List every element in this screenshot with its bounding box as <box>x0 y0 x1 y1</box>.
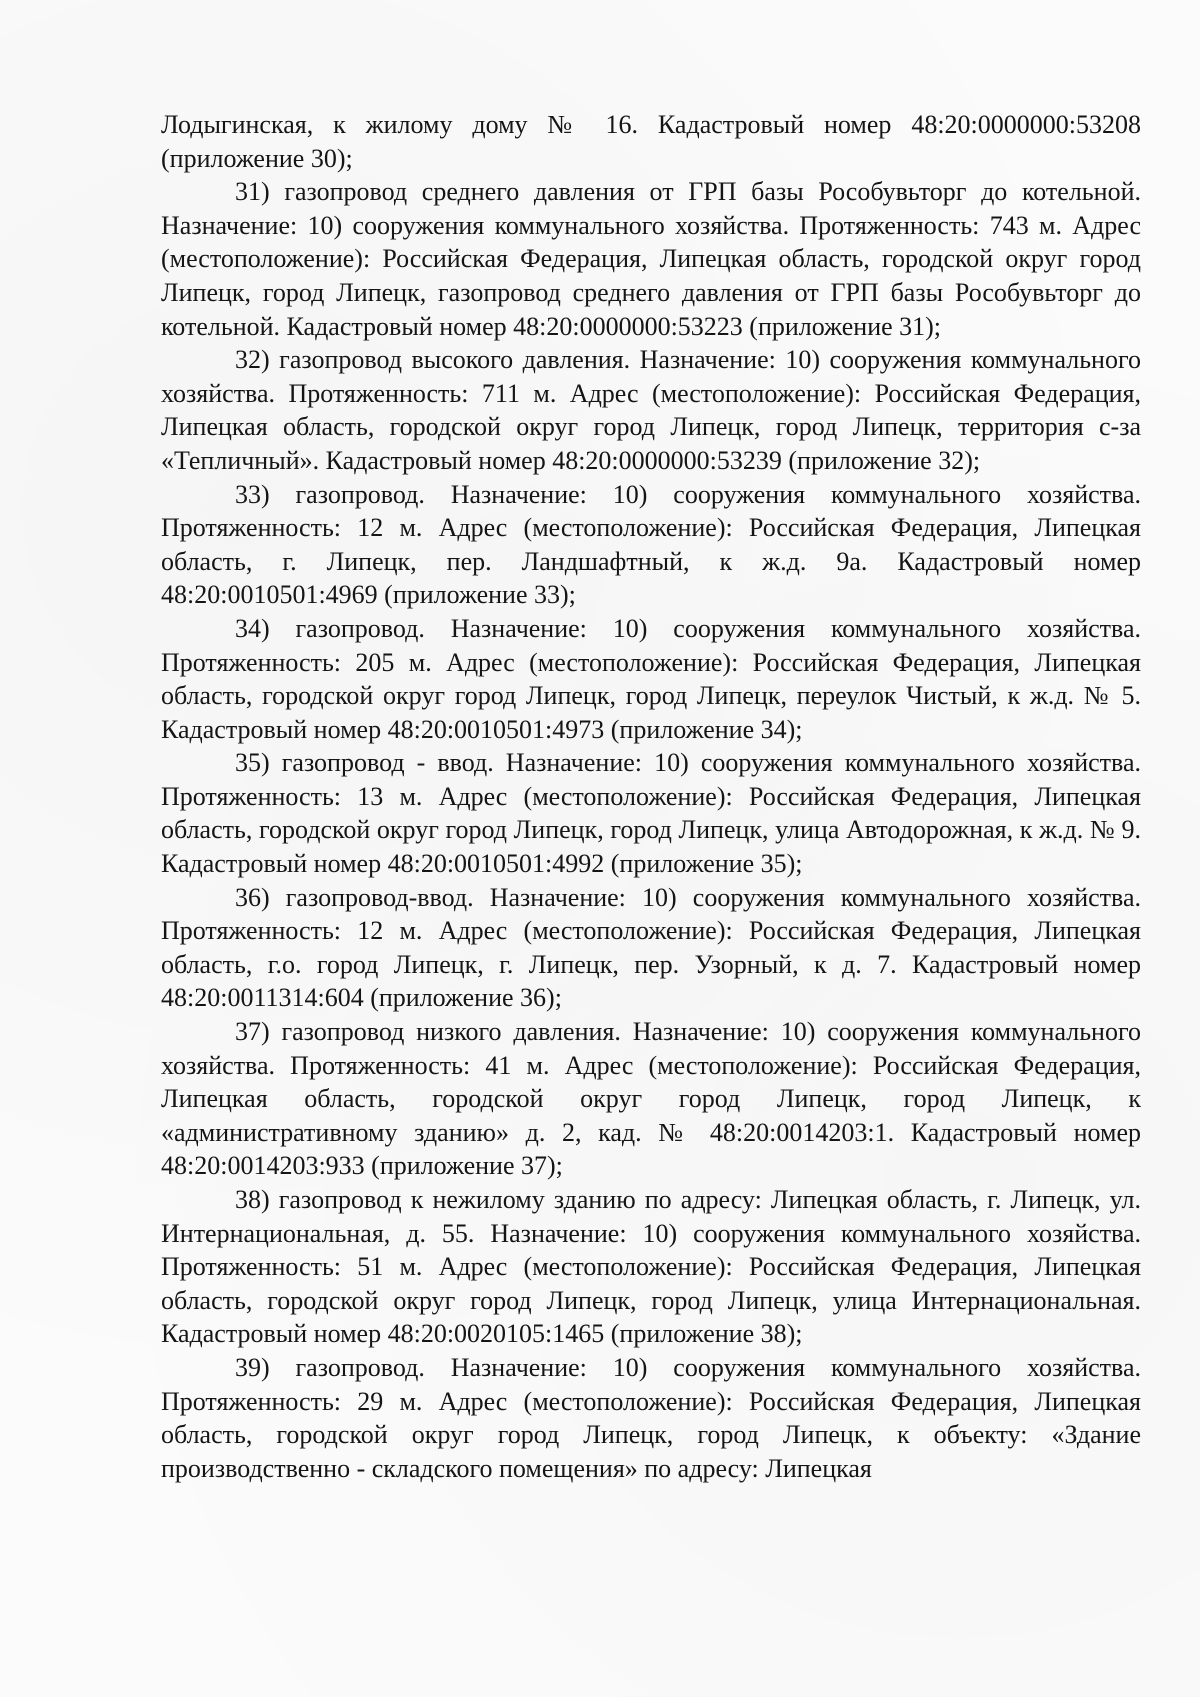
list-item-35: 35) газопровод - ввод. Назначение: 10) сооружения коммунального хозяйства. Протяженность: 13 м. Адрес (местоположение): Российская Федерация, Липецкая область, городской округ город Липецк, город Липецк, улица Автодорожная, к ж.д. № 9. Кадастровый номер 48:20:0010501:4992 (приложение 35); <box>161 748 1141 879</box>
list-item-31: 31) газопровод среднего давления от ГРП базы Рособувьторг до котельной. Назначение: 10) сооружения коммунального хозяйства. Протяженность: 743 м. Адрес (местоположение): Российская Федерация, Липецкая область, городской округ город Липецк, город Липецк, газопровод среднего давления от ГРП базы Рособувьторг до котельной. Кадастровый номер 48:20:0000000:53223 (приложение 31); <box>161 177 1141 341</box>
list-item-36: 36) газопровод-ввод. Назначение: 10) сооружения коммунального хозяйства. Протяженность: 12 м. Адрес (местоположение): Российская Федерация, Липецкая область, г.о. город Липецк, г. Липецк, пер. Узорный, к д. 7. Кадастровый номер 48:20:0011314:604 (приложение 36); <box>161 882 1141 1013</box>
list-item-38: 38) газопровод к нежилому зданию по адресу: Липецкая область, г. Липецк, ул. Интернациональная, д. 55. Назначение: 10) сооружения коммунального хозяйства. Протяженность: 51 м. Адрес (местоположение): Российская Федерация, Липецкая область, городской округ город Липецк, город Липецк, улица Интернациональная. Кадастровый номер 48:20:0020105:1465 (приложение 38); <box>161 1185 1141 1349</box>
list-item-32: 32) газопровод высокого давления. Назначение: 10) сооружения коммунального хозяйства. Протяженность: 711 м. Адрес (местоположение): Российская Федерация, Липецкая область, городской округ город Липецк, город Липецк, территория с-за «Тепличный». Кадастровый номер 48:20:0000000:53239 (приложение 32); <box>161 345 1141 475</box>
paragraph-continuation: Лодыгинская, к жилому дому № 16. Кадастровый номер 48:20:0000000:53208 (приложение 30); <box>161 110 1141 173</box>
list-item-37: 37) газопровод низкого давления. Назначение: 10) сооружения коммунального хозяйства. Протяженность: 41 м. Адрес (местоположение): Российская Федерация, Липецкая область, городской округ город Липецк, город Липецк, к «административному зданию» д. 2, кад. № 48:20:0014203:1. Кадастровый номер 48:20:0014203:933 (приложение 37); <box>161 1017 1141 1181</box>
list-item-34: 34) газопровод. Назначение: 10) сооружения коммунального хозяйства. Протяженность: 205 м. Адрес (местоположение): Российская Федерация, Липецкая область, городской округ город Липецк, город Липецк, переулок Чистый, к ж.д. № 5. Кадастровый номер 48:20:0010501:4973 (приложение 34); <box>161 613 1141 744</box>
list-item-39: 39) газопровод. Назначение: 10) сооружения коммунального хозяйства. Протяженность: 29 м. Адрес (местоположение): Российская Федерация, Липецкая область, городской округ город Липецк, город Липецк, к объекту: «Здание производственно - складского помещения» по адресу: Липецкая <box>161 1352 1141 1483</box>
list-item-33: 33) газопровод. Назначение: 10) сооружения коммунального хозяйства. Протяженность: 12 м. Адрес (местоположение): Российская Федерация, Липецкая область, г. Липецк, пер. Ландшафтный, к ж.д. 9а. Кадастровый номер 48:20:0010501:4969 (приложение 33); <box>161 479 1141 610</box>
document-body <box>161 108 1141 1485</box>
